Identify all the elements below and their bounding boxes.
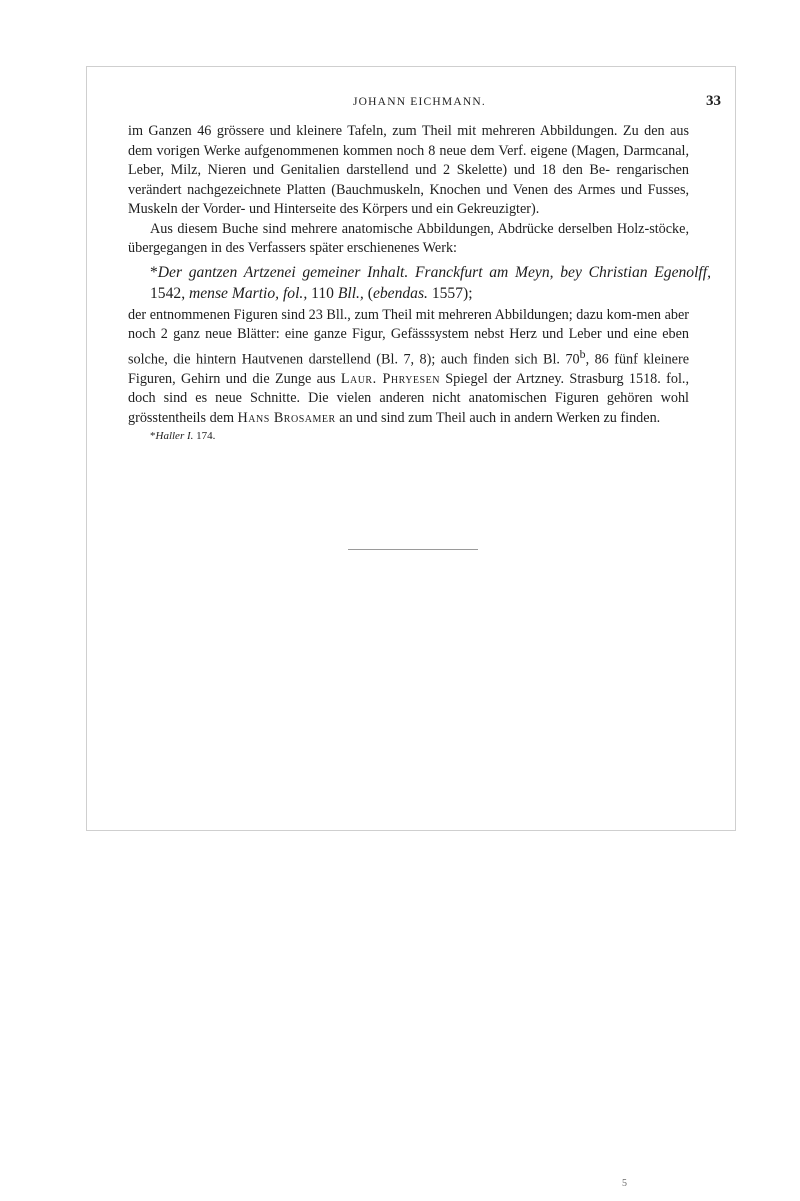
artist-name-brosamer: Hans Brosamer [237, 409, 336, 426]
scan-border-left [86, 66, 87, 831]
footnote-ref: 174. [193, 430, 216, 443]
paragraph-3-seg2: , 86 fünf kleinere Figuren, Gehirn und die Zunge aus [128, 351, 690, 387]
footnote-source: Haller I. [155, 430, 194, 443]
author-name-phryesen: Laur. Phryesen [340, 370, 440, 387]
title-leaves-count: 110 [307, 284, 338, 302]
page-body [128, 92, 738, 443]
page-number: 33 [706, 93, 721, 109]
title-second-year: 1557); [427, 284, 473, 302]
title-paren-open: ( [363, 284, 373, 302]
title-year: 1542, [150, 284, 189, 302]
running-head [128, 92, 738, 114]
paragraph-1-line: im Ganzen 46 grössere und kleinere Tafeln, zum Theil mit mehreren Abbildungen. Zu den [128, 123, 665, 139]
book-title-entry [128, 262, 711, 304]
footnote [150, 429, 738, 443]
paragraph-2: Aus diesem Buche sind mehrere anatomische Abbildungen, Abdrücke derselben Holz-stöcke, übergegangen in des Verfassers später erschienenes Werk: [128, 220, 689, 256]
title-ebendas: ebendas. [372, 284, 428, 302]
separator-rule [348, 549, 478, 550]
paragraph-1-line: aus dem vorigen Werke aufgenommenen kommen noch 8 neue dem Verf. eigene (Magen, [128, 123, 689, 159]
paragraph-1-line: rengarischen verändert nachgezeichnete Platten (Bauchmuskeln, Knochen und Venen des [128, 162, 689, 198]
superscript-b: b [579, 346, 586, 361]
paragraph-1-line: Darmcanal, Leber, Milz, Nieren und Genitalien darstellend und 2 Skelette) und 18 den Be- [128, 142, 689, 178]
scan-border-top [86, 66, 736, 67]
title-main: Der gantzen Artzenei gemeiner Inhalt. Franckfurt am Meyn, bey [157, 263, 582, 281]
paragraph-1 [128, 122, 689, 220]
footnote-star: * [150, 430, 156, 443]
signature-mark: 5 [622, 1178, 627, 1189]
title-month-format: mense Martio, fol., [188, 284, 308, 302]
title-leaves-abbr: Bll., [337, 284, 364, 302]
paragraph-3 [128, 306, 689, 429]
title-printer: Christian Egenolff, [588, 263, 711, 281]
paragraph-1-line: Armes und Fusses, Muskeln der Vorder- und Hinterseite des Körpers und ein Gekreuzigter). [128, 181, 690, 217]
running-title: JOHANN EICHMANN. [353, 96, 486, 108]
paragraph-3-seg4: an und sind zum Theil auch in andern Werken zu finden. [335, 409, 661, 426]
paragraph-3-seg1: der entnommenen Figuren sind 23 Bll., zum Theil mit mehreren Abbildungen; dazu kom-men aber noch 2 ganz neue Blätter: eine ganze Figur, Gefässsystem nebst Herz und Leber und eine eben solche, die hintern Hautvenen darstellend (Bl. 7, 8); auch finden sich Bl. 70 [128, 306, 689, 368]
title-star: * [150, 263, 158, 281]
paragraph-3-seg3: Spiegel der Artzney. Strasburg 1518. fol., doch sind es neue Schnitte. Die vielen anderen nicht anatomischen Figuren gehören wohl grösstentheils dem [128, 370, 689, 426]
scan-border-bottom [86, 830, 736, 831]
